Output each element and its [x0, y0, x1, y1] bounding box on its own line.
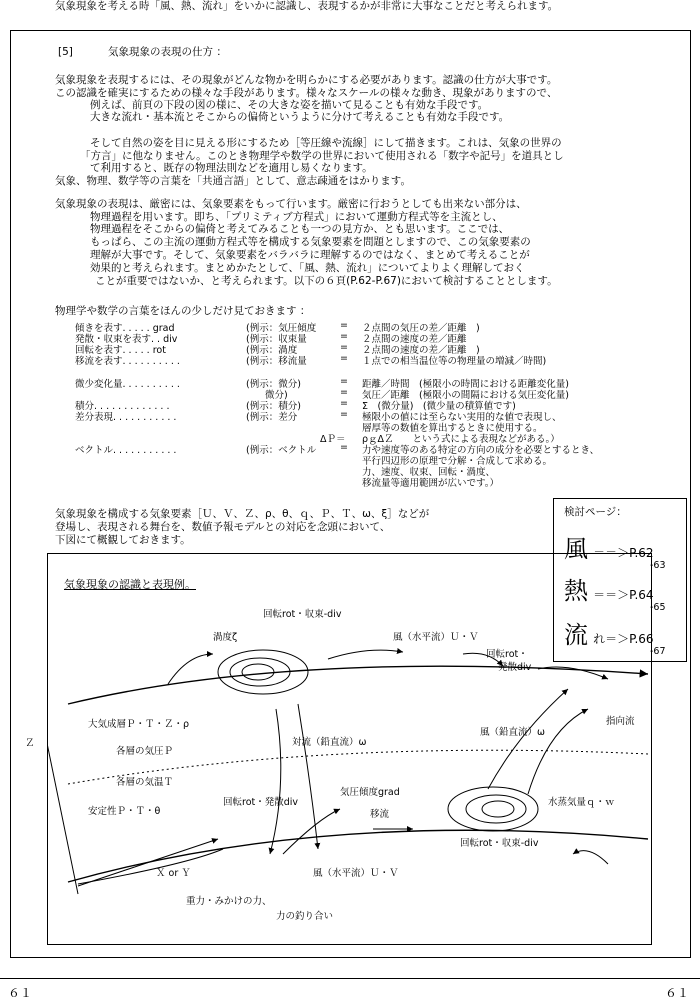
- math-term: 移流を表す. . . . . . . . . .: [75, 356, 180, 367]
- arrow-divergence: [283, 809, 340, 854]
- math-example: (例示：差分: [246, 412, 298, 423]
- math-term: 発散・収束を表す. . div: [75, 334, 178, 345]
- math-eq: =: [340, 331, 348, 342]
- lower-spiral: [448, 787, 538, 831]
- math-term: 差分表現. . . . . . . . . . .: [75, 412, 177, 423]
- math-term: 積分. . . . . . . . . . . . .: [75, 401, 170, 412]
- math-desc: ２点間の気圧の差／距離 ): [362, 323, 480, 334]
- math-eq: =: [340, 342, 348, 353]
- label-iryuu: 移流: [370, 809, 390, 820]
- math-eq: =: [340, 320, 348, 331]
- math-extra: 力や速度等のある特定の方向の成分を必要とするとき、: [362, 445, 600, 456]
- math-eq: =: [340, 409, 348, 420]
- para3-line: 理解が大事です。そして、気象要素をバラバラに理解するのではなく、まとめて考えることが: [90, 249, 530, 261]
- para4-line: 下図にて概観しておきます。: [55, 534, 191, 546]
- math-term: 微少変化量. . . . . . . . . .: [75, 379, 180, 390]
- math-intro: 物理学や数学の言葉をほんの少しだけ見ておきます ：: [55, 305, 311, 317]
- para1-line: 例えば、前頁の下段の図の様に、その大きな姿を描いて見ることも有効な手段です。: [90, 99, 489, 111]
- math-eq: =: [340, 398, 348, 409]
- para1-line: この認識を確実にするための様々な手段があります。様々なスケールの様々な動き、現象がありますので、: [55, 87, 558, 99]
- math-term: 傾きを表す. . . . . grad: [75, 323, 175, 334]
- math-eq: =: [340, 387, 348, 398]
- label-rot-right: 回転rot・: [486, 649, 528, 660]
- label-x-or-y: Ｘ or Ｙ: [156, 868, 191, 879]
- kentou-page-ref: れ＝＞P.66: [593, 632, 654, 646]
- math-example: (例示：渦度: [246, 345, 298, 356]
- math-extra: ρｇΔＺ という式による表現などがある。）: [362, 434, 560, 445]
- label-tairyu: 対流（鉛直流）ω: [292, 737, 367, 748]
- para1-line: 気象現象を表現するには、その現象がどんな物かを明らかにする必要があります。認識の仕方が大事です。: [55, 74, 558, 86]
- math-desc: ２点間の速度の差／距離: [362, 334, 467, 345]
- para3-line: 気象現象の表現は、厳密には、気象要素をもって行います。厳密に行おうとしても出来ない部分は、: [55, 198, 527, 210]
- math-extra: 層厚等の数値を算出するときに使用する。: [362, 423, 543, 434]
- kentou-page-ref: ＝＝＞P.62: [593, 546, 654, 560]
- kentou-title: 検討ページ：: [564, 506, 627, 518]
- arrow-wind-top: [328, 650, 403, 659]
- upper-spiral: [218, 650, 308, 694]
- math-desc: 距離／時間 (極限小の時間における距離変化量): [362, 379, 569, 390]
- vector-eq: =: [340, 442, 348, 453]
- section-number: [5]: [58, 46, 73, 58]
- math-desc: ２点間の速度の差／距離 ): [362, 345, 480, 356]
- math-example: (例示：収束量: [246, 334, 307, 345]
- math-example: (例示：積分): [246, 401, 301, 412]
- weather-diagram: [47, 553, 652, 945]
- math-example: 微分): [246, 390, 288, 401]
- label-vertical-wind: 風（鉛直流）ω: [480, 727, 545, 738]
- para2-line: 気象、物理、数学等の言葉を「共通言語」として、意志疎通をはかります。: [55, 175, 411, 187]
- para4-line: 登場し、表現される舞台を、数値予報モデルとの対応を念頭において、: [55, 521, 391, 533]
- para3-line: ことが重要ではないか、と考えられます。以下の６頁(P.62-P.67)において検討することとします。: [95, 275, 558, 287]
- header-text: 気象現象を考える時「風、熱、流れ」をいかに認識し、表現するかが非常に大事なことだと考えられます。: [55, 0, 559, 12]
- math-example: (例示：微分): [246, 379, 301, 390]
- kentou-big-char: 流: [564, 621, 588, 649]
- para4-line: 気象現象を構成する気象要素［Ｕ、Ｖ、Ｚ、ρ、θ、ｑ、Ｐ、Ｔ、ω、ξ］などが: [55, 508, 430, 520]
- arrow-convection-1: [270, 709, 281, 854]
- arrow-rot-bottom: [573, 851, 608, 864]
- delta-p: ΔＰ＝: [320, 434, 346, 445]
- kentou-big-char: 風: [564, 535, 588, 563]
- math-extra: 移流量等適用範囲が広いです。）: [362, 478, 499, 489]
- label-wind-top: 風（水平流）Ｕ・Ｖ: [393, 632, 479, 643]
- page-number-left: ６１: [8, 986, 33, 1000]
- math-desc: 極限小の値には至らない実用的な値で表現し、: [362, 412, 562, 423]
- label-hassan: 発散div: [498, 662, 532, 673]
- math-term: 回転を表す. . . . . rot: [75, 345, 166, 356]
- label-rot-hassan: 回転rot・発散div: [223, 797, 299, 808]
- math-desc: 気圧／距離 (極限小の間隔における気圧変化量): [362, 390, 569, 401]
- arrow-convection-2: [298, 704, 318, 849]
- math-desc: １点での相当温位等の物理量の増減／時間): [362, 356, 547, 367]
- para1-line: 大きな流れ・基本流とそこからの偏倚というように分けて考えることも有効な手段です。: [90, 111, 510, 123]
- math-eq: =: [340, 353, 348, 364]
- kentou-big-char: 熱: [564, 577, 588, 605]
- label-rot-div-top: 回転rot・収束-div: [263, 609, 342, 620]
- label-suijoki: 水蒸気量ｑ・ｗ: [548, 797, 615, 808]
- diagram-title: 気象現象の認識と表現例。: [64, 578, 196, 591]
- arrow-vertical-1: [488, 689, 568, 789]
- label-taiki: 大気成層Ｐ・Ｔ・Ｚ・ρ: [88, 719, 190, 730]
- page-number-right: ６１: [665, 986, 690, 1000]
- label-juuryoku: 重力・みかけの力、: [186, 896, 272, 907]
- label-z-axis: Ｚ: [25, 738, 35, 749]
- section-title: 気象現象の表現の仕方 ：: [108, 46, 227, 58]
- label-kakuso-kion: 各層の気温Ｔ: [116, 777, 174, 788]
- label-anteisei: 安定性Ｐ・Ｔ・θ: [88, 806, 161, 817]
- label-kiatsu-grad: 気圧傾度grad: [340, 787, 400, 798]
- para2-line: 「方言」に他なりません。このとき物理学や数学の世界において使用される「数字や記号」を道具とし: [80, 150, 564, 162]
- vector-example: (例示：ベクトル: [246, 445, 317, 456]
- math-extra: 平行四辺形の原理で分解・合成して求める。: [362, 456, 553, 467]
- math-eq: =: [340, 376, 348, 387]
- kentou-page-ref: ＝＝＞P.64: [593, 588, 654, 602]
- para2-line: そして自然の姿を目に見える形にするため［等圧線や流線］にして描きます。これは、気象の世界の: [90, 137, 562, 149]
- vector-term: ベクトル. . . . . . . . . . .: [75, 445, 177, 456]
- kentou-sub: -63: [650, 560, 666, 571]
- para3-line: 効果的と考えられます。まとめかたとして、「風、熱、流れ」についてよりよく理解しておく: [90, 262, 525, 274]
- kentou-sub: -67: [650, 646, 666, 657]
- label-tsuriai: 力の釣り合い: [276, 911, 334, 922]
- math-example: (例示：気圧傾度: [246, 323, 317, 334]
- label-rot-shuusoku: 回転rot・収束-div: [460, 838, 539, 849]
- para3-line: 物理過程をそこからの偏倚と考えてみることも一つの見方か、とも思います。ここでは、: [90, 223, 510, 235]
- math-example: (例示：移流量: [246, 356, 307, 367]
- label-kakuso-kiatsu: 各層の気圧Ｐ: [116, 746, 174, 757]
- math-extra: 力、速度、収束、回転・渦度、: [362, 467, 496, 478]
- upper-atmosphere-curve: [68, 666, 648, 704]
- para3-line: もっぱら、この主流の運動方程式等を構成する気象要素を問題としますので、この気象要素の: [90, 236, 531, 248]
- label-wind-bottom: 風（水平流）Ｕ・Ｖ: [313, 868, 399, 879]
- label-uzudo: 渦度ζ: [213, 632, 238, 643]
- kentou-sub: -65: [650, 602, 666, 613]
- footer-rule: [0, 978, 700, 979]
- para3-line: 物理過程を用います。即ち、「プリミティブ方程式」において運動方程式等を主流とし、: [90, 211, 503, 223]
- math-desc: Σ (微分量) (微少量の積算値です): [362, 401, 516, 412]
- x-axis-arrow: [78, 839, 218, 886]
- arrow-vertical-2: [528, 709, 588, 794]
- z-axis-arrow: [48, 709, 78, 894]
- label-steering-flow: 指向流: [606, 716, 635, 727]
- para2-line: て利用すると、既存の物理法則などを適用し易くなります。: [90, 162, 373, 174]
